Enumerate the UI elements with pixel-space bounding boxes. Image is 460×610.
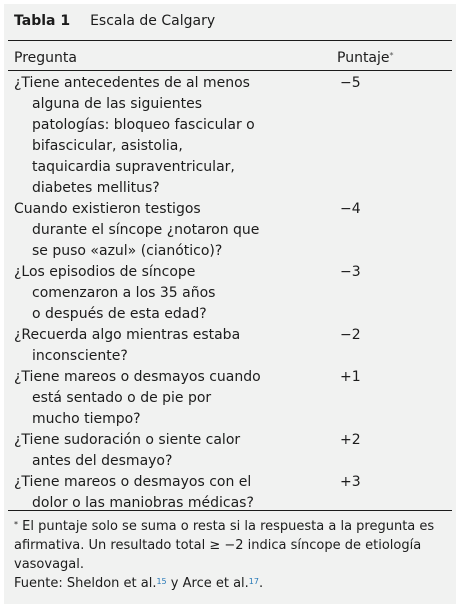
- source-prefix: Fuente: Sheldon et al.: [14, 576, 157, 591]
- score-cell: −4: [340, 201, 361, 217]
- table-caption: [14, 12, 215, 30]
- table-row: [4, 430, 456, 472]
- reference-link[interactable]: 17: [248, 577, 259, 586]
- question-cell: ¿Tiene mareos o desmayos con el dolor o las maniobras médicas?: [14, 474, 254, 511]
- score-cell: −3: [340, 264, 361, 280]
- score-cell: +3: [340, 474, 361, 490]
- table-title: Escala de Calgary: [90, 13, 216, 29]
- reference-link[interactable]: 15: [156, 577, 167, 586]
- top-rule: [8, 40, 452, 41]
- footnote-text: [14, 517, 450, 574]
- question-cell: ¿Tiene sudoración o siente calor antes del desmayo?: [14, 432, 241, 469]
- footnote-body: El puntaje solo se suma o resta si la respuesta a la pregunta es afirmativa. Un resultado total ≥ −2 indica síncope de etiología vasovagal.: [14, 519, 435, 572]
- footnote-mark: *: [14, 520, 18, 529]
- score-cell: +2: [340, 432, 361, 448]
- score-footnote-mark: *: [389, 51, 394, 60]
- column-header-score: [337, 49, 394, 67]
- table-row: [4, 472, 456, 514]
- source-line: [14, 574, 450, 593]
- table-row: [4, 367, 456, 430]
- bottom-rule: [8, 510, 452, 511]
- source-middle: y Arce et al.: [166, 576, 249, 591]
- table-body: [4, 73, 456, 514]
- table-footnote: [14, 517, 450, 593]
- question-cell: ¿Tiene antecedentes de al menos alguna de las siguientes patologías: bloqueo fascicular o bifascicular, asistolia, taquicardia supraventricular, diabetes mellitus?: [14, 75, 255, 196]
- score-cell: −5: [340, 75, 361, 91]
- table-row: [4, 262, 456, 325]
- score-cell: +1: [340, 369, 361, 385]
- table-row: [4, 73, 456, 199]
- table-row: [4, 325, 456, 367]
- score-cell: −2: [340, 327, 361, 343]
- question-cell: ¿Tiene mareos o desmayos cuando está sentado o de pie por mucho tiempo?: [14, 369, 261, 427]
- question-cell: ¿Recuerda algo mientras estaba inconsciente?: [14, 327, 241, 364]
- source-end: .: [258, 576, 264, 591]
- column-header-question: Pregunta: [14, 50, 77, 66]
- question-cell: Cuando existieron testigos durante el síncope ¿notaron que se puso «azul» (cianótico)?: [14, 201, 260, 259]
- table-row: [4, 199, 456, 262]
- table-label: Tabla 1: [14, 13, 71, 29]
- question-cell: ¿Los episodios de síncope comenzaron a los 35 años o después de esta edad?: [14, 264, 216, 322]
- column-header-score-label: Puntaje: [337, 50, 390, 66]
- header-rule: [8, 70, 452, 71]
- table-panel: [4, 4, 456, 604]
